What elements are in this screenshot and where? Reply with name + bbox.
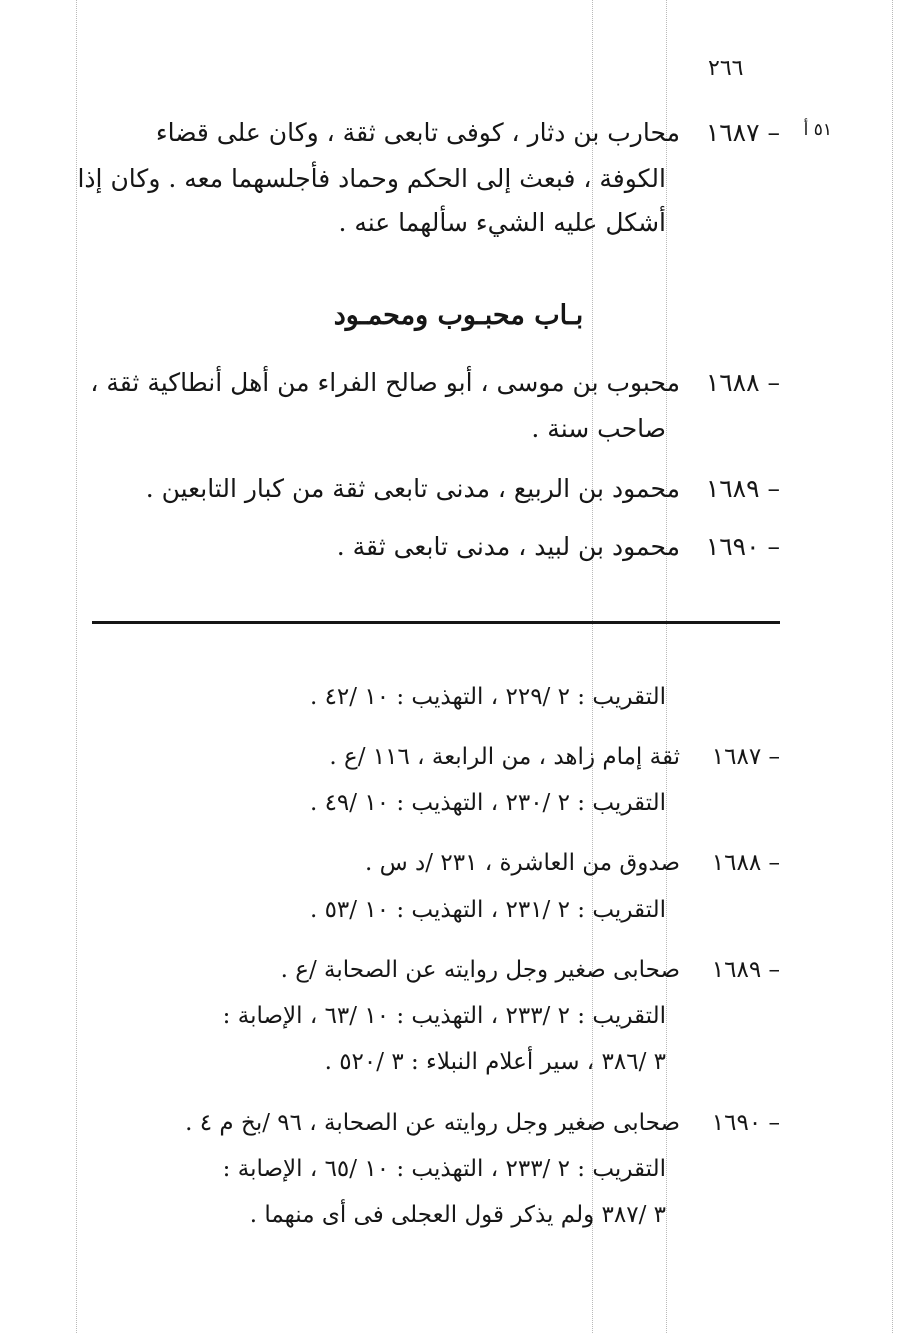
- footnote-separator: [92, 621, 780, 624]
- scan-guide-line: [76, 0, 77, 1333]
- scan-guide-line: [892, 0, 893, 1333]
- entry-text-line: الكوفة ، فبعث إلى الحكم وحماد فأجلسهما معه . وكان إذا: [77, 164, 666, 193]
- footnote-line: صدوق من العاشرة ، ٢٣١ /د س .: [365, 850, 680, 876]
- page-number: ٢٦٦: [708, 56, 744, 81]
- entry-number: ١٦٨٩ –: [705, 474, 780, 503]
- footnote-line: التقريب : ٢ /٢٣٠ ، التهذيب : ١٠ /٤٩ .: [309, 790, 666, 816]
- entry-text-line: محمود بن الربيع ، مدنى تابعى ثقة من كبار التابعين .: [145, 474, 680, 503]
- margin-folio-note: ٥١ أ: [803, 120, 832, 140]
- footnote-line: ٣ /٣٨٧ ولم يذكر قول العجلى فى أى منهما .: [249, 1202, 666, 1228]
- footnote-line: ثقة إمام زاهد ، من الرابعة ، ١١٦ /ع .: [329, 744, 680, 770]
- entry-text-line: أشكل عليه الشيء سألهما عنه .: [338, 208, 666, 237]
- entry-text-line: محمود بن لبيد ، مدنى تابعى ثقة .: [336, 532, 680, 561]
- entry-text-line: صاحب سنة .: [531, 414, 666, 443]
- footnote-number: ١٦٨٨ –: [711, 850, 780, 876]
- footnote-line: التقريب : ٢ /٢٣٣ ، التهذيب : ١٠ /٦٥ ، الإصابة :: [222, 1156, 666, 1182]
- footnote-line: التقريب : ٢ /٢٣٣ ، التهذيب : ١٠ /٦٣ ، الإصابة :: [222, 1003, 666, 1029]
- entry-text-line: محبوب بن موسى ، أبو صالح الفراء من أهل أنطاكية ثقة ،: [90, 368, 680, 397]
- entry-number: ١٦٨٨ –: [705, 368, 780, 397]
- footnote-line: صحابى صغير وجل روايته عن الصحابة /ع .: [280, 957, 680, 983]
- entry-text-line: محارب بن دثار ، كوفى تابعى ثقة ، وكان على قضاء: [155, 118, 680, 147]
- footnote-number: ١٦٩٠ –: [711, 1110, 780, 1136]
- footnote-line: التقريب : ٢ /٢٣١ ، التهذيب : ١٠ /٥٣ .: [309, 897, 666, 923]
- footnote-line: صحابى صغير وجل روايته عن الصحابة ، ٩٦ /بخ م ٤ .: [185, 1110, 680, 1136]
- footnote-number: ١٦٨٧ –: [711, 744, 780, 770]
- footnote-line: ٣ /٣٨٦ ، سير أعلام النبلاء : ٣ /٥٢٠ .: [324, 1049, 666, 1075]
- footnote-carryover: التقريب : ٢ /٢٢٩ ، التهذيب : ١٠ /٤٢ .: [309, 684, 666, 710]
- footnote-number: ١٦٨٩ –: [711, 957, 780, 983]
- entry-number: ١٦٨٧ –: [705, 118, 780, 147]
- entry-number: ١٦٩٠ –: [705, 532, 780, 561]
- section-heading: بـاب محبـوب ومحمـود: [333, 300, 584, 331]
